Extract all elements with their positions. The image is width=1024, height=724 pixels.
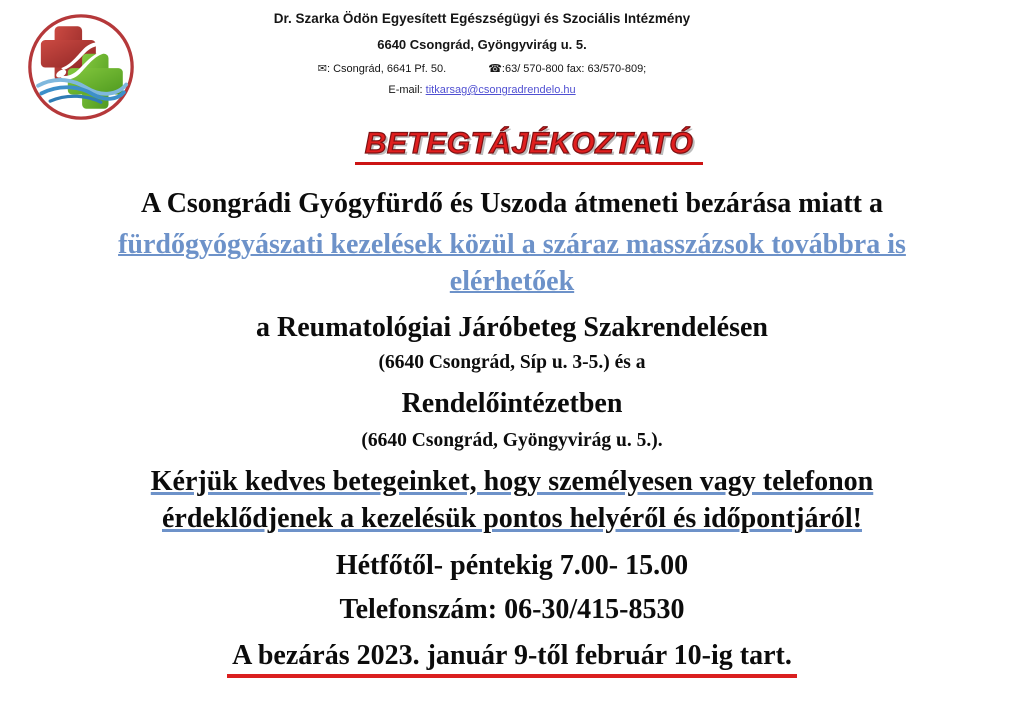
org-name: Dr. Szarka Ödön Egyesített Egészségügyi és Szociális Intézmény xyxy=(273,11,691,26)
request-text: Kérjük kedves betegeinket, hogy személyesen vagy telefonon érdeklődjenek a kezelésük pontos helyéről és időpontjáról! xyxy=(150,466,874,534)
closure-row xyxy=(0,637,1024,678)
phone-number-line: Telefonszám: 06-30/415-8530 xyxy=(339,594,685,625)
phone-icon: ☎ xyxy=(488,62,502,75)
intro-line: A Csongrádi Gyógyfürdő és Uszoda átmeneti bezárása miatt a xyxy=(141,188,883,219)
contact-line xyxy=(0,62,964,75)
location-2-address: (6640 Csongrád, Gyöngyvirág u. 5.). xyxy=(361,430,663,451)
po-box: : Csongrád, 6641 Pf. 50. xyxy=(326,63,447,75)
org-address: 6640 Csongrád, Gyöngyvirág u. 5. xyxy=(377,37,587,52)
email-line xyxy=(0,84,964,96)
notice-body xyxy=(0,128,1024,678)
email-link[interactable]: titkarsag@csongradrendelo.hu xyxy=(425,84,576,96)
phone-fax: :63/ 570-800 fax: 63/570-809; xyxy=(501,63,647,75)
highlight-text: fürdőgyógyászati kezelések közül a száraz masszázsok továbbra is elérhetőek xyxy=(118,229,906,297)
letterhead xyxy=(0,6,1024,96)
opening-hours: Hétfőtől- péntekig 7.00- 15.00 xyxy=(335,550,689,581)
closure-dates: A bezárás 2023. január 9-től február 10-ig tart. xyxy=(227,637,797,678)
location-1-address: (6640 Csongrád, Síp u. 3-5.) és a xyxy=(378,352,646,373)
notice-title: BETEGTÁJÉKOZTATÓ xyxy=(355,128,704,165)
location-1: a Reumatológiai Járóbeteg Szakrendelésen xyxy=(256,312,768,343)
email-label: E-mail: xyxy=(388,84,423,96)
title-row xyxy=(0,128,1024,172)
location-2: Rendelőintézetben xyxy=(401,388,623,419)
mail-icon: ✉ xyxy=(317,62,327,75)
